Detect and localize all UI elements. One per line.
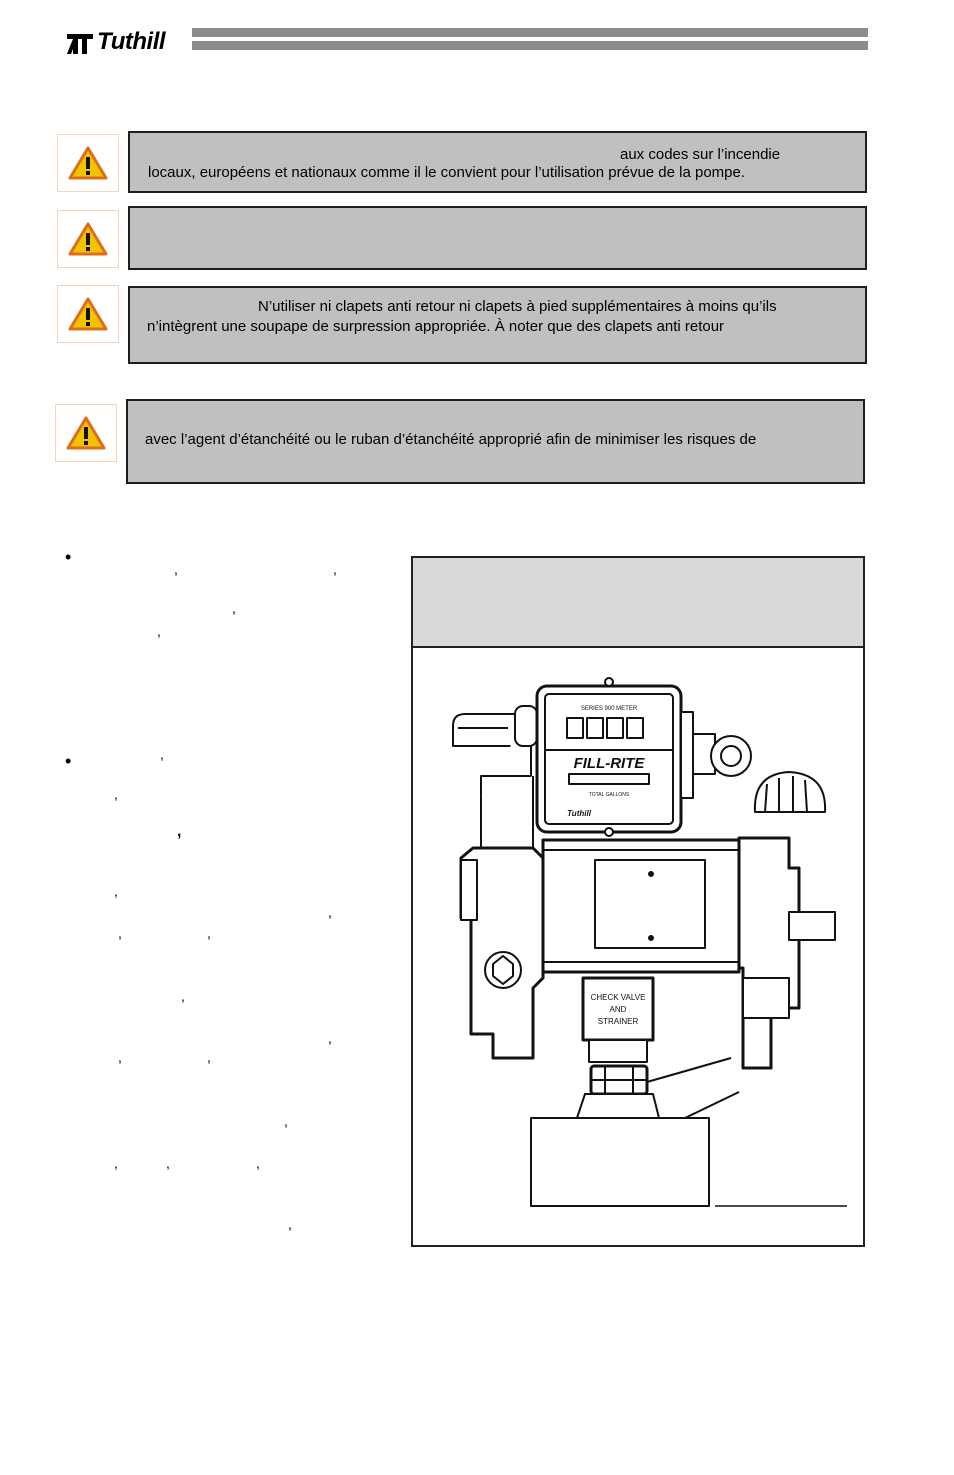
warning-icon-1 xyxy=(57,134,119,192)
warning-triangle-icon xyxy=(67,296,109,332)
warning-box-1 xyxy=(128,131,867,193)
warning-icon-4 xyxy=(55,404,117,462)
warning-3-line-2: n’intègrent une soupape de surpression appropriée. À noter que des clapets anti retour xyxy=(147,318,725,335)
meter-header-text: SERIES 900 METER xyxy=(580,706,638,712)
warning-triangle-icon xyxy=(65,415,107,451)
meter-logo-text: Tuthill xyxy=(567,809,591,818)
check-valve-label-1: CHECK VALVE xyxy=(590,993,646,1002)
figure-caption-area xyxy=(413,558,863,648)
warning-box-3 xyxy=(128,286,867,364)
warning-box-2 xyxy=(128,206,867,270)
warning-1-line-2: locaux, européens et nationaux comme il le convient pour l’utilisation prévue de la pompe. xyxy=(148,164,746,181)
warning-icon-2 xyxy=(57,210,119,268)
check-valve-label-3: STRAINER xyxy=(597,1017,639,1026)
brand-name: Tuthill xyxy=(97,28,166,55)
tuthill-mark-icon xyxy=(66,28,94,56)
meter-brand-text: FILL-RITE xyxy=(573,755,645,772)
header-bar-bottom xyxy=(192,41,868,50)
header-bar-top xyxy=(192,28,868,37)
warning-triangle-icon xyxy=(67,145,109,181)
warning-4-line-1: avec l’agent d’étanchéité ou le ruban d’étanchéité approprié afin de minimiser les risques de xyxy=(145,431,757,448)
tuthill-logo xyxy=(66,26,165,58)
warning-3-line-1: N’utiliser ni clapets anti retour ni clapets à pied supplémentaires à moins qu’ils xyxy=(258,298,777,315)
pump-figure xyxy=(411,556,865,1247)
warning-icon-3 xyxy=(57,285,119,343)
bullet-1: • xyxy=(65,547,72,567)
warning-box-4 xyxy=(126,399,865,484)
meter-footer-text: TOTAL GALLONS xyxy=(588,792,630,798)
bullet-2: • xyxy=(65,751,72,771)
warning-triangle-icon xyxy=(67,221,109,257)
pump-drawing xyxy=(413,648,863,1245)
check-valve-label-2: AND xyxy=(609,1005,627,1014)
warning-1-line-1: aux codes sur l’incendie xyxy=(620,146,781,163)
